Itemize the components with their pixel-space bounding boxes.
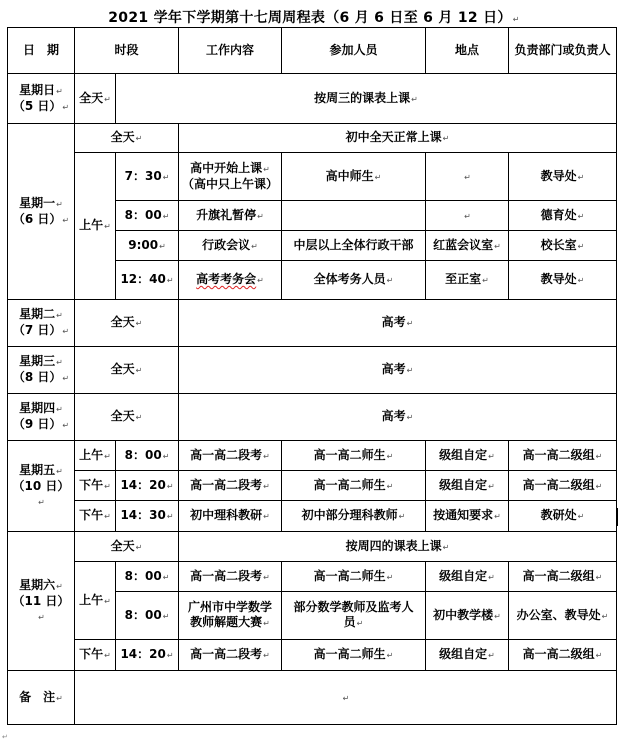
tuesday-work: 高考↵ — [179, 300, 617, 347]
dept-cell: 教导处↵ — [509, 261, 617, 300]
time-cell: 8：00↵ — [116, 201, 179, 231]
notes-content: ↵ — [75, 671, 617, 725]
wednesday-work: 高考↵ — [179, 347, 617, 394]
day-cell-monday: 星期一↵ （6 日）↵ — [8, 124, 75, 300]
header-row — [8, 28, 617, 74]
people-cell: 全体考务人员↵ — [282, 261, 426, 300]
place-cell: 级组自定↵ — [426, 471, 509, 501]
dept-cell: 高一高二级组↵ — [509, 562, 617, 592]
place-cell: 级组自定↵ — [426, 441, 509, 471]
place-cell: ↵ — [426, 201, 509, 231]
period-cell: 下午↵ — [75, 471, 116, 501]
day-cell-thursday: 星期四↵ （9 日）↵ — [8, 394, 75, 441]
time-cell: 14：30↵ — [116, 501, 179, 532]
dept-cell: 高一高二级组↵ — [509, 471, 617, 501]
time-cell: 12：40↵ — [116, 261, 179, 300]
dept-cell: 教研处↵ — [509, 501, 617, 532]
people-cell: 高一高二师生↵ — [282, 471, 426, 501]
place-cell: 初中教学楼↵ — [426, 592, 509, 640]
place-cell: 级组自定↵ — [426, 562, 509, 592]
people-cell: 初中部分理科教师↵ — [282, 501, 426, 532]
header-dept: 负责部门或负责人 — [509, 28, 617, 74]
people-cell: 高中师生↵ — [282, 153, 426, 201]
header-people: 参加人员 — [282, 28, 426, 74]
header-work: 工作内容 — [179, 28, 282, 74]
work-cell: 行政会议↵ — [179, 231, 282, 261]
table-row — [8, 441, 617, 471]
table-row — [8, 562, 617, 592]
thursday-row — [8, 394, 617, 441]
work-cell: 升旗礼暂停↵ — [179, 201, 282, 231]
day-cell-sunday: 星期日↵ （5 日）↵ — [8, 74, 75, 124]
time-cell: 8：00↵ — [116, 592, 179, 640]
day-cell-wednesday: 星期三↵ （8 日）↵ — [8, 347, 75, 394]
saturday-allday-label: 全天↵ — [75, 532, 179, 562]
place-cell: 至正室↵ — [426, 261, 509, 300]
day-cell-saturday: 星期六↵ （11 日）↵ — [8, 532, 75, 671]
thursday-work: 高考↵ — [179, 394, 617, 441]
page-title: 2021 学年下学期第十七周周程表（6 月 6 日至 6 月 12 日）↵ — [108, 10, 520, 26]
dept-cell: 办公室、教导处↵ — [509, 592, 617, 640]
people-cell: 高一高二师生↵ — [282, 562, 426, 592]
dept-cell: 高一高二级组↵ — [509, 441, 617, 471]
place-cell: 红蓝会议室↵ — [426, 231, 509, 261]
monday-allday-label: 全天↵ — [75, 124, 179, 153]
place-cell: ↵ — [426, 153, 509, 201]
table-row — [8, 471, 617, 501]
work-cell: 高一高二段考↵ — [179, 640, 282, 671]
sunday-work: 按周三的课表上课↵ — [116, 74, 617, 124]
corner-mark: ↵ — [2, 733, 8, 741]
monday-allday-work: 初中全天正常上课↵ — [179, 124, 617, 153]
sunday-row — [8, 74, 617, 124]
people-cell: 中层以上全体行政干部 — [282, 231, 426, 261]
dept-cell: 高一高二级组↵ — [509, 640, 617, 671]
saturday-period-am: 上午↵ — [75, 562, 116, 640]
monday-allday-row — [8, 124, 617, 153]
header-date: 日 期 — [8, 28, 75, 74]
table-row — [8, 153, 617, 201]
work-cell: 广州市中学数学 教师解题大赛↵ — [179, 592, 282, 640]
day-cell-friday: 星期五↵ （10 日）↵ — [8, 441, 75, 532]
time-cell: 14：20↵ — [116, 640, 179, 671]
work-cell: 高一高二段考↵ — [179, 441, 282, 471]
period-cell: 上午↵ — [75, 441, 116, 471]
saturday-period-pm: 下午↵ — [75, 640, 116, 671]
dept-cell: 教导处↵ — [509, 153, 617, 201]
day-cell-tuesday: 星期二↵ （7 日）↵ — [8, 300, 75, 347]
sunday-period: 全天↵ — [75, 74, 116, 124]
place-cell: 按通知要求↵ — [426, 501, 509, 532]
table-row — [8, 640, 617, 671]
place-cell: 级组自定↵ — [426, 640, 509, 671]
people-cell: 部分数学教师及监考人 员↵ — [282, 592, 426, 640]
cursor-mark — [617, 508, 618, 526]
time-cell: 9:00↵ — [116, 231, 179, 261]
monday-period-am: 上午↵ — [75, 153, 116, 300]
work-cell: 初中理科教研↵ — [179, 501, 282, 532]
saturday-allday-work: 按周四的课表上课↵ — [179, 532, 617, 562]
time-cell: 7：30↵ — [116, 153, 179, 201]
people-cell — [282, 201, 426, 231]
tuesday-period: 全天↵ — [75, 300, 179, 347]
work-cell: 高一高二段考↵ — [179, 562, 282, 592]
work-cell: 高中开始上课↵ （高中只上午课） — [179, 153, 282, 201]
period-cell: 下午↵ — [75, 501, 116, 532]
time-cell: 14：20↵ — [116, 471, 179, 501]
header-place: 地点 — [426, 28, 509, 74]
wednesday-row — [8, 347, 617, 394]
dept-cell: 德育处↵ — [509, 201, 617, 231]
saturday-allday-row — [8, 532, 617, 562]
schedule-table — [7, 27, 617, 725]
work-cell: 高一高二段考↵ — [179, 471, 282, 501]
tuesday-row — [8, 300, 617, 347]
thursday-period: 全天↵ — [75, 394, 179, 441]
notes-row — [8, 671, 617, 725]
time-cell: 8：00↵ — [116, 562, 179, 592]
dept-cell: 校长室↵ — [509, 231, 617, 261]
notes-label: 备 注↵ — [8, 671, 75, 725]
wednesday-period: 全天↵ — [75, 347, 179, 394]
time-cell: 8：00↵ — [116, 441, 179, 471]
people-cell: 高一高二师生↵ — [282, 441, 426, 471]
people-cell: 高一高二师生↵ — [282, 640, 426, 671]
header-time: 时段 — [75, 28, 179, 74]
work-cell: 高考考务会↵ — [179, 261, 282, 300]
table-row — [8, 501, 617, 532]
